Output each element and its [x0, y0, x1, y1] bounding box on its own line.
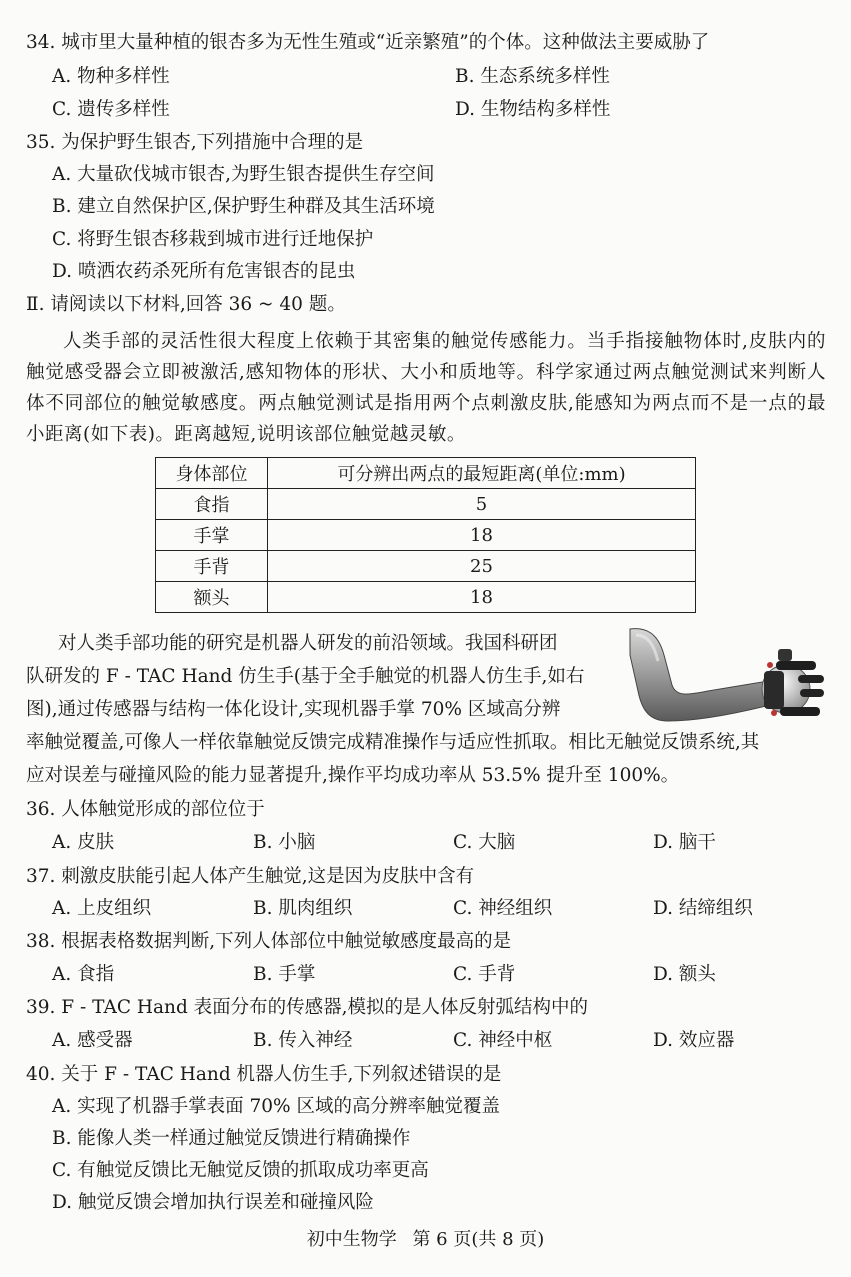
- two-point-table: [155, 457, 696, 613]
- table-cell-distance: 25: [268, 551, 696, 582]
- q34-option-d: D. 生物结构多样性: [455, 99, 611, 120]
- q36-stem: 36. 人体触觉形成的部位位于: [26, 799, 265, 820]
- table-cell-distance: 5: [268, 489, 696, 520]
- material-paragraph-2-line-5: 应对误差与碰撞风险的能力显著提升,操作平均成功率从 53.5% 提升至 100%。: [26, 765, 680, 786]
- table-cell-distance: 18: [268, 520, 696, 551]
- q39-stem: 39. F - TAC Hand 表面分布的传感器,模拟的是人体反射弧结构中的: [26, 997, 589, 1018]
- q40-option-b: B. 能像人类一样通过触觉反馈进行精确操作: [52, 1128, 411, 1149]
- q35-option-b: B. 建立自然保护区,保护野生种群及其生活环境: [52, 196, 435, 217]
- footer-page-number: 第 6 页(共 8 页): [412, 1229, 545, 1250]
- q34-stem: 34. 城市里大量种植的银杏多为无性生殖或“近亲繁殖”的个体。这种做法主要威胁了: [26, 32, 710, 53]
- section-heading: Ⅱ. 请阅读以下材料,回答 36 ~ 40 题。: [26, 294, 346, 315]
- table-header-row: [156, 458, 696, 489]
- table-cell-distance: 18: [268, 582, 696, 613]
- table-cell-part: 手掌: [156, 520, 268, 551]
- table-row: [156, 551, 696, 582]
- q34-option-a: A. 物种多样性: [52, 66, 170, 87]
- table-row: [156, 489, 696, 520]
- q35-stem: 35. 为保护野生银杏,下列措施中合理的是: [26, 132, 364, 153]
- material-paragraph-2-line-2: 队研发的 F - TAC Hand 仿生手(基于全手触觉的机器人仿生手,如右: [26, 666, 585, 687]
- q39-option-d: D. 效应器: [653, 1030, 735, 1051]
- q37-stem: 37. 刺激皮肤能引起人体产生触觉,这是因为皮肤中含有: [26, 866, 475, 887]
- table-row: [156, 582, 696, 613]
- q34-option-c: C. 遗传多样性: [52, 99, 170, 120]
- q39-option-b: B. 传入神经: [253, 1030, 353, 1051]
- q40-stem: 40. 关于 F - TAC Hand 机器人仿生手,下列叙述错误的是: [26, 1064, 502, 1085]
- q35-option-c: C. 将野生银杏移栽到城市进行迁地保护: [52, 229, 374, 250]
- q36-option-c: C. 大脑: [453, 832, 516, 853]
- table-cell-part: 食指: [156, 489, 268, 520]
- q40-option-d: D. 触觉反馈会增加执行误差和碰撞风险: [52, 1192, 374, 1213]
- material-paragraph-1: 人类手部的灵活性很大程度上依赖于其密集的触觉传感能力。当手指接触物体时,皮肤内的触觉感受器会立即被激活,感知物体的形状、大小和质地等。科学家通过两点触觉测试来判断人体不同部位的触觉敏感度。两点触觉测试是指用两个点刺激皮肤,能感知为两点而不是一点的最小距离(如下表)。距离越短,说明该部位触觉越灵敏。: [26, 331, 826, 445]
- page-footer: [0, 1225, 851, 1251]
- table-header-part: 身体部位: [156, 458, 268, 489]
- q36-option-d: D. 脑干: [653, 832, 716, 853]
- q34-option-b: B. 生态系统多样性: [455, 66, 610, 87]
- material-paragraph-2-line-1: 对人类手部功能的研究是机器人研发的前沿领域。我国科研团: [58, 633, 558, 654]
- q38-option-c: C. 手背: [453, 964, 516, 985]
- q39-option-c: C. 神经中枢: [453, 1030, 553, 1051]
- q39-option-a: A. 感受器: [52, 1030, 133, 1051]
- footer-subject: 初中生物学: [306, 1229, 397, 1250]
- q38-option-b: B. 手掌: [253, 964, 316, 985]
- q35-option-d: D. 喷洒农药杀死所有危害银杏的昆虫: [52, 261, 356, 282]
- table-row: [156, 520, 696, 551]
- robot-arm-hand-icon: [628, 625, 826, 725]
- q37-option-d: D. 结缔组织: [653, 898, 753, 919]
- q38-option-d: D. 额头: [653, 964, 716, 985]
- table-header-distance: 可分辨出两点的最短距离(单位:mm): [268, 458, 696, 489]
- q40-option-c: C. 有触觉反馈比无触觉反馈的抓取成功率更高: [52, 1160, 429, 1181]
- table-cell-part: 额头: [156, 582, 268, 613]
- material-paragraph-2-line-3: 图),通过传感器与结构一体化设计,实现机器手掌 70% 区域高分辨: [26, 699, 561, 720]
- q40-option-a: A. 实现了机器手掌表面 70% 区域的高分辨率触觉覆盖: [52, 1096, 501, 1117]
- q38-option-a: A. 食指: [52, 964, 115, 985]
- q37-option-c: C. 神经组织: [453, 898, 553, 919]
- q38-stem: 38. 根据表格数据判断,下列人体部位中触觉敏感度最高的是: [26, 931, 512, 952]
- q35-option-a: A. 大量砍伐城市银杏,为野生银杏提供生存空间: [52, 164, 435, 185]
- q36-option-a: A. 皮肤: [52, 832, 115, 853]
- q37-option-b: B. 肌肉组织: [253, 898, 353, 919]
- q37-option-a: A. 上皮组织: [52, 898, 152, 919]
- q36-option-b: B. 小脑: [253, 832, 316, 853]
- material-paragraph-2-line-4: 率触觉覆盖,可像人一样依靠触觉反馈完成精准操作与适应性抓取。相比无触觉反馈系统,其: [26, 732, 760, 753]
- table-cell-part: 手背: [156, 551, 268, 582]
